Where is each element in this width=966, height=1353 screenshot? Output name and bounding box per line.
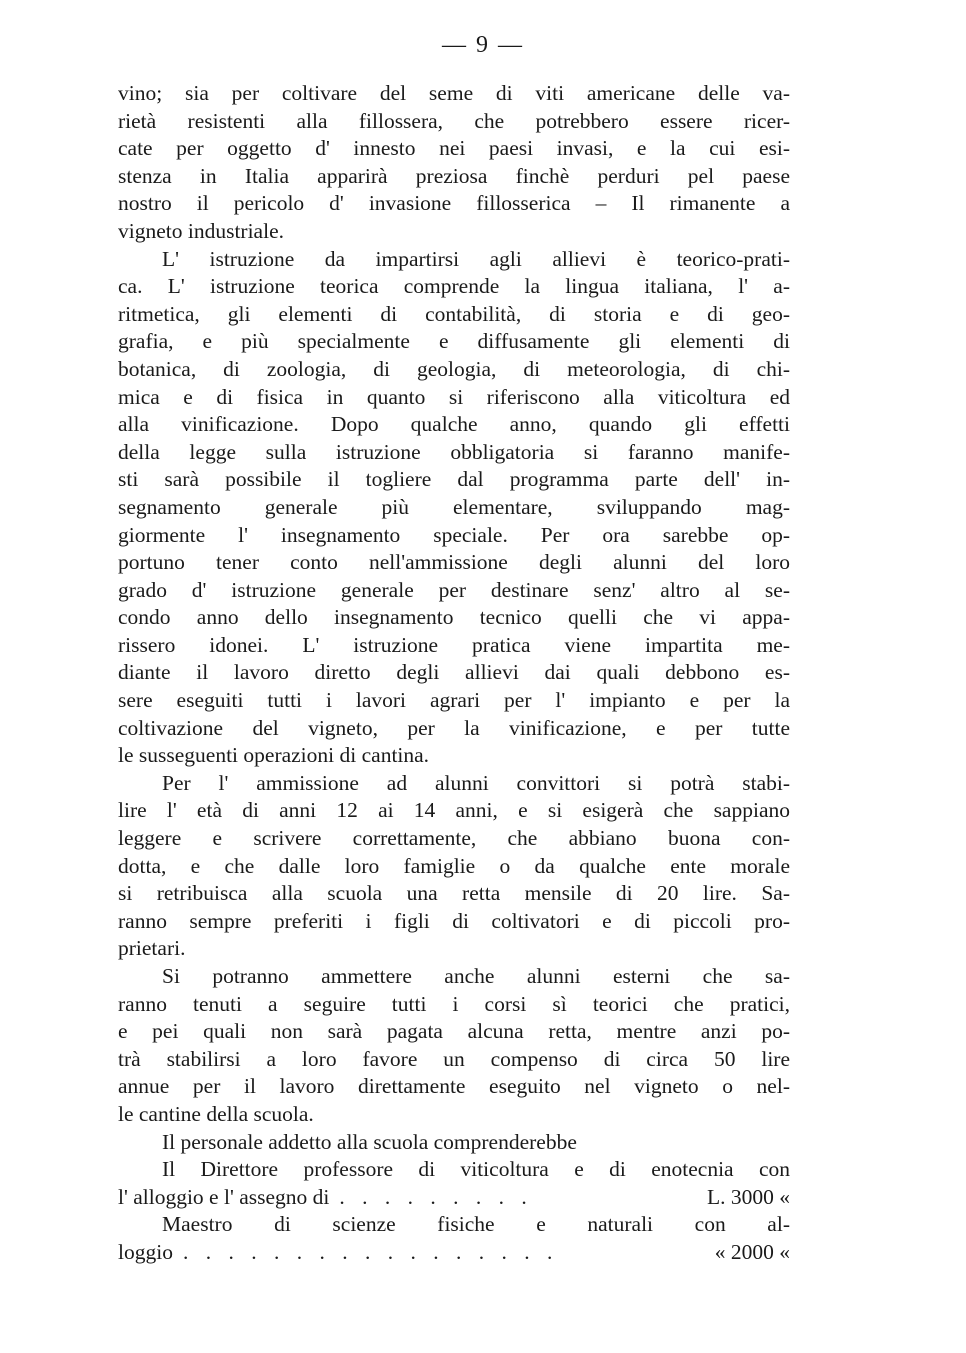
text-line: ranno sempre preferiti i figli di coltivatori e di piccoli pro-: [118, 908, 790, 933]
text-line: condo anno dello insegnamento tecnico quelli che vi appa-: [118, 605, 790, 630]
text-line: stenza in Italia apparirà preziosa finchè perduri pel paese: [118, 163, 790, 188]
text-line: nostro il pericolo d' invasione fillosserica – Il rimanente a: [118, 191, 790, 216]
text-line: Il Direttore professore di viticoltura e di enotecnia con: [162, 1157, 790, 1182]
text-line: ca. L' istruzione teorica comprende la lingua italiana, l' a-: [118, 274, 790, 299]
text-line: ranno tenuti a seguire tutti i corsi sì teorici che pratici,: [118, 991, 790, 1016]
text-line: cate per oggetto d' innesto nei paesi invasi, e la cui esi-: [118, 136, 790, 161]
text-line: L' istruzione da impartirsi agli allievi è teorico-prati-: [162, 246, 790, 271]
text-line: lire l' età di anni 12 ai 14 anni, e si esigerà che sappiano: [118, 798, 790, 823]
ledger-row: [118, 1184, 790, 1212]
text-line: leggere e scrivere correttamente, che abbiano buona con-: [118, 826, 790, 851]
text-line: rietà resistenti alla fillossera, che potrebbero essere ricer-: [118, 108, 790, 133]
text-line: portuno tener conto nell'ammissione degli alunni del loro: [118, 550, 790, 575]
text-line: Si potranno ammettere anche alunni esterni che sa-: [162, 964, 790, 988]
text-line: vigneto industriale.: [118, 218, 284, 243]
text-line: botanica, di zoologia, di geologia, di meteorologia, di chi-: [118, 356, 790, 381]
text-line: grado d' istruzione generale per destinare senz' altro al se-: [118, 577, 790, 602]
text-line: le susseguenti operazioni di cantina.: [118, 743, 430, 768]
text-line: ritmetica, gli elementi di contabilità, di storia e di geo-: [118, 301, 790, 326]
text-line: annue per il lavoro direttamente eseguito nel vigneto o nel-: [118, 1074, 790, 1099]
text-line: Per l' ammissione ad alunni convittori si potrà stabi-: [162, 770, 790, 795]
ledger-amount: L. 3000 «: [706, 1184, 790, 1209]
ledger-dot-leader: . . . . . . . . .: [339, 1184, 533, 1209]
text-line: dotta, e che dalle loro famiglie o da qualche ente morale: [118, 853, 790, 878]
text-line: vino; sia per coltivare del seme di viti americane delle va-: [118, 81, 790, 105]
body-text: [118, 80, 790, 1267]
ledger-label: l' alloggio e l' assegno di: [118, 1184, 330, 1209]
text-line: coltivazione del vigneto, per la vinificazione, e per tutte: [118, 715, 790, 740]
ledger-amount: « 2000 «: [714, 1239, 790, 1264]
text-line: prietari.: [118, 936, 186, 961]
ledger-row: [118, 1239, 790, 1267]
page-number: — 9 —: [442, 32, 524, 58]
text-line: sti sarà possibile il togliere dal programma parte dell' in-: [118, 467, 790, 492]
text-line: rissero idonei. L' istruzione pratica viene impartita me-: [118, 632, 790, 657]
ledger-dot-leader: . . . . . . . . . . . . . . . . .: [182, 1239, 559, 1264]
text-line: Il personale addetto alla scuola comprenderebbe: [162, 1129, 577, 1154]
text-line: si retribuisca alla scuola una retta mensile di 20 lire. Sa-: [118, 881, 790, 906]
text-line: della legge sulla istruzione obbligatoria si faranno manife-: [118, 439, 790, 464]
text-line: diante il lavoro diretto degli allievi dai quali debbono es-: [118, 660, 790, 685]
text-line: trà stabilirsi a loro favore un compenso di circa 50 lire: [118, 1046, 790, 1071]
ledger-label: loggio: [118, 1239, 173, 1264]
text-line: grafia, e più specialmente e diffusamente gli elementi di: [118, 329, 790, 354]
text-line: sere eseguiti tutti i lavori agrari per l' impianto e per la: [118, 688, 790, 713]
text-line: segnamento generale più elementare, sviluppando mag-: [118, 494, 790, 519]
text-line: Maestro di scienze fisiche e naturali con al-: [162, 1212, 790, 1237]
text-line: giormente l' insegnamento speciale. Per ora sarebbe op-: [118, 522, 790, 547]
text-line: alla vinificazione. Dopo qualche anno, quando gli effetti: [118, 412, 790, 437]
text-line: mica e di fisica in quanto si riferiscono alla viticoltura ed: [118, 384, 790, 409]
text-line: e pei quali non sarà pagata alcuna retta, mentre anzi po-: [118, 1019, 790, 1044]
text-line: le cantine della scuola.: [118, 1101, 314, 1126]
